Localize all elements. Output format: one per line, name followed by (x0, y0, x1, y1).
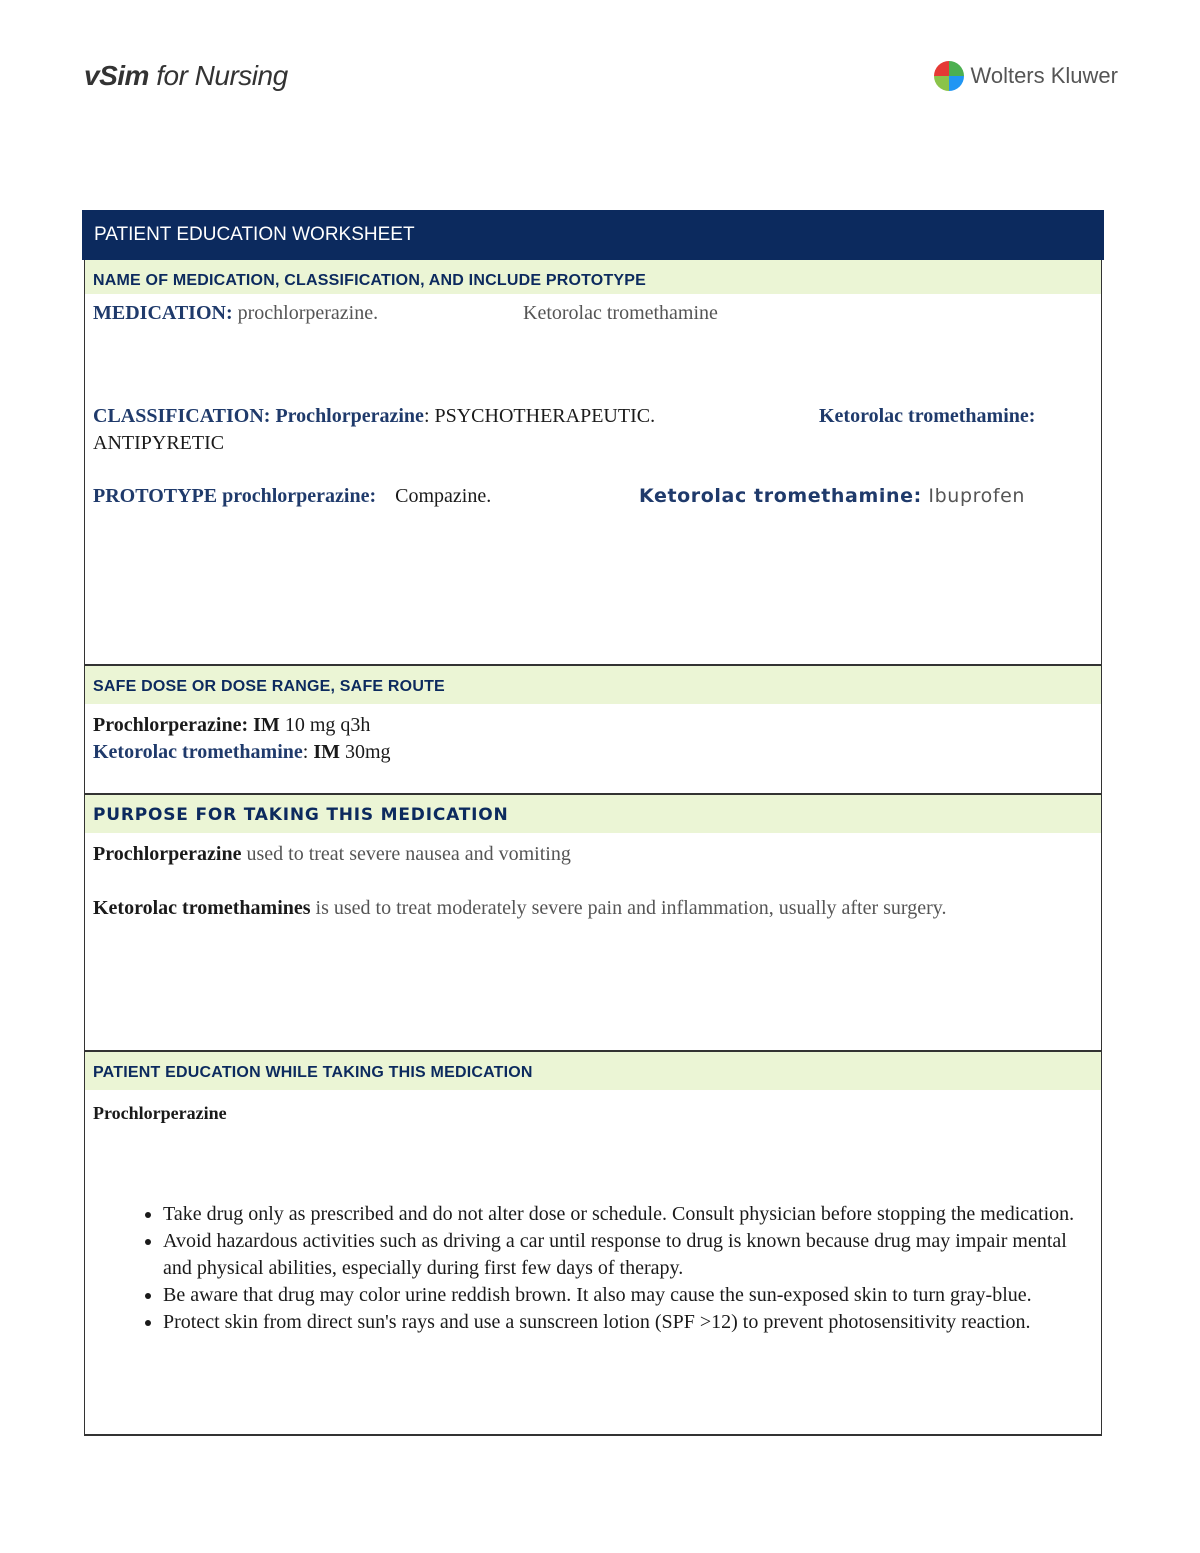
wolters-kluwer-logo (934, 60, 1118, 92)
brand-suffix: for Nursing (148, 60, 288, 91)
logo-text: Wolters Kluwer (970, 63, 1118, 88)
section-heading: SAFE DOSE OR DOSE RANGE, SAFE ROUTE (85, 666, 1101, 704)
dose-line-1 (93, 712, 1093, 739)
globe-logo-icon (934, 61, 964, 91)
prototype-line (93, 483, 1093, 510)
dose-2-name: Ketorolac tromethamine (93, 741, 303, 763)
section-heading: PURPOSE FOR TAKING THIS MEDICATION (85, 795, 1101, 833)
medication-2: Ketorolac tromethamine (523, 302, 718, 324)
purpose-1 (93, 841, 1093, 868)
purpose-2 (93, 895, 1093, 922)
medication-label: MEDICATION: (93, 302, 233, 324)
classification-2-name: Ketorolac tromethamine: (819, 405, 1036, 427)
dose-1-amount: 10 mg q3h (279, 714, 371, 736)
classification-line (93, 403, 1093, 430)
dose-2-amount: 30mg (340, 741, 391, 763)
purpose-2-text: is used to treat moderately severe pain and inflammation, usually after surgery. (310, 897, 947, 919)
section-heading: PATIENT EDUCATION WHILE TAKING THIS MEDICATION (85, 1052, 1101, 1090)
list-item: • Be aware that drug may color urine reddish brown. It also may cause the sun-exposed skin to turn gray-blue. (163, 1282, 1083, 1309)
list-item: • Take drug only as prescribed and do not alter dose or schedule. Consult physician before stopping the medication. (163, 1201, 1083, 1228)
purpose-section (84, 795, 1102, 1052)
dose-1-route: IM (248, 714, 280, 736)
vsim-brand (84, 60, 288, 92)
education-drug: Prochlorperazine (93, 1103, 227, 1123)
education-section (84, 1052, 1102, 1436)
medication-section (84, 260, 1102, 666)
prototype-1-value: Compazine. (395, 485, 492, 507)
education-list (93, 1201, 1093, 1336)
section-body (85, 833, 1101, 922)
medication-1: prochlorperazine. (232, 302, 379, 324)
classification-label: CLASSIFICATION: (93, 405, 271, 427)
worksheet-title: PATIENT EDUCATION WORKSHEET (82, 210, 1104, 260)
prototype-1-name: prochlorperazine: (217, 485, 377, 507)
prototype-label: PROTOTYPE (93, 485, 218, 507)
dose-line-2 (93, 739, 1093, 766)
section-body (85, 294, 1101, 510)
dose-2-sep: : (302, 741, 314, 763)
dose-1-name: Prochlorperazine: (93, 714, 249, 736)
purpose-1-text: used to treat severe nausea and vomiting (241, 843, 571, 865)
classification-2-value: ANTIPYRETIC (93, 432, 225, 454)
purpose-2-name: Ketorolac tromethamines (93, 897, 311, 919)
dose-2-route: IM (313, 741, 340, 763)
list-item: • Avoid hazardous activities such as driving a car until response to drug is known because drug may impair mental and physical abilities, especially during first few days of therapy. (163, 1228, 1083, 1282)
worksheet (82, 210, 1104, 1436)
brand-prefix: vSim (84, 60, 149, 91)
classification-1-value: : PSYCHOTHERAPEUTIC. (423, 405, 656, 427)
section-body (85, 704, 1101, 766)
medication-line (93, 300, 1093, 327)
dose-section (84, 666, 1102, 795)
prototype-2-name: Ketorolac tromethamine: (639, 485, 922, 507)
classification-1-name: Prochlorperazine (270, 405, 424, 427)
prototype-2-value: Ibuprofen (921, 485, 1026, 507)
section-heading: NAME OF MEDICATION, CLASSIFICATION, AND INCLUDE PROTOTYPE (85, 260, 1101, 294)
list-item: • Protect skin from direct sun's rays and use a sunscreen lotion (SPF >12) to prevent photosensitivity reaction. (163, 1309, 1083, 1336)
section-body (85, 1090, 1101, 1336)
purpose-1-name: Prochlorperazine (93, 843, 242, 865)
